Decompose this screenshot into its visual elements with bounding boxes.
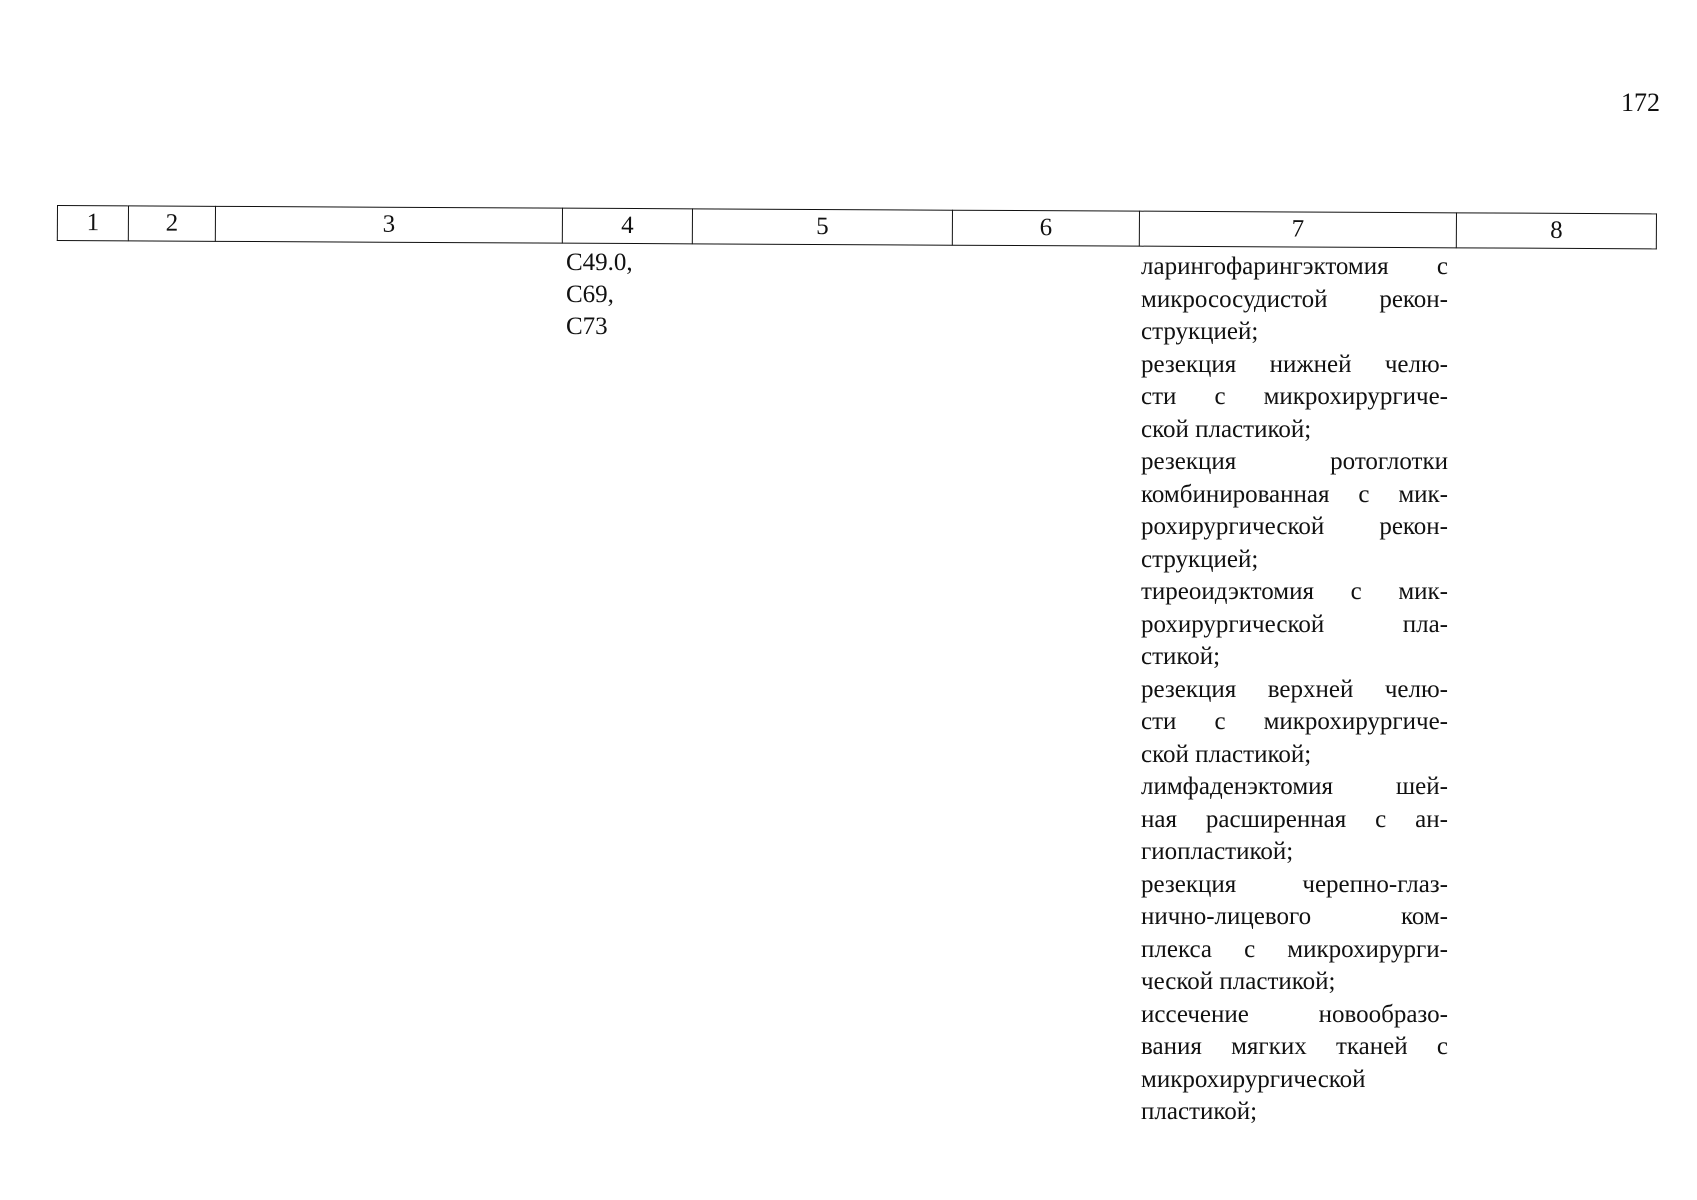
treatment-text-line: иссечение новообразо- — [1141, 1000, 1448, 1028]
treatment-text-line: резекция нижней челю- — [1141, 350, 1448, 378]
column-number-2: 2 — [128, 206, 215, 241]
treatment-text-line: плекса с микрохирурги- — [1141, 935, 1448, 963]
treatment-text-line: сти с микрохирургиче- — [1141, 708, 1448, 735]
treatment-text-line: тиреоидэктомия с мик- — [1141, 578, 1448, 605]
treatment-text-line: рохирургической пла- — [1141, 610, 1448, 638]
treatment-text-line: комбинированная с мик- — [1141, 480, 1448, 508]
column-number-3: 3 — [215, 206, 562, 243]
treatment-text-line: нично-лицевого ком- — [1141, 903, 1448, 930]
column-number-row — [57, 206, 1656, 249]
column-number-6: 6 — [952, 210, 1139, 246]
treatment-text-line: резекция ротоглотки — [1141, 448, 1448, 475]
treatment-text-line: ской пластикой; — [1141, 740, 1312, 768]
column-number-7: 7 — [1139, 211, 1456, 248]
diagnosis-codes-column — [566, 247, 633, 343]
page-number: 172 — [1621, 88, 1660, 117]
treatment-text-line: струкцией; — [1141, 318, 1259, 345]
treatment-text-line: ларингофарингэктомия с — [1141, 253, 1448, 280]
treatment-text-line: резекция черепно-глаз- — [1141, 870, 1448, 898]
treatment-text-line: струкцией; — [1141, 545, 1259, 573]
treatment-text-line: пластикой; — [1141, 1098, 1258, 1125]
column-number-1: 1 — [57, 206, 128, 241]
column-number-header-table — [57, 205, 1657, 249]
treatment-text-line: гиопластикой; — [1141, 838, 1294, 865]
diagnosis-code: C69, — [566, 281, 614, 308]
treatment-text-line: вания мягких тканей с — [1141, 1033, 1448, 1060]
diagnosis-code: C49.0, — [566, 249, 633, 276]
treatment-methods-column — [1141, 251, 1448, 1129]
treatment-text-line: лимфаденэктомия шей- — [1141, 773, 1448, 800]
treatment-text-line: ческой пластикой; — [1141, 968, 1336, 995]
treatment-text-line: ная расширенная с ан- — [1141, 805, 1448, 833]
column-number-8: 8 — [1456, 213, 1656, 249]
treatment-text-line: сти с микрохирургиче- — [1141, 383, 1448, 410]
treatment-text-line: рохирургической рекон- — [1141, 513, 1448, 540]
treatment-text-line: резекция верхней челю- — [1141, 675, 1448, 703]
treatment-text-line: микрохирургической — [1141, 1065, 1366, 1093]
diagnosis-code: C73 — [566, 313, 608, 340]
treatment-text-line: стикой; — [1141, 643, 1221, 670]
column-number-4: 4 — [562, 208, 692, 244]
column-number-5: 5 — [692, 209, 952, 245]
treatment-text-line: микрососудистой рекон- — [1141, 285, 1448, 313]
treatment-text-line: ской пластикой; — [1141, 415, 1312, 443]
